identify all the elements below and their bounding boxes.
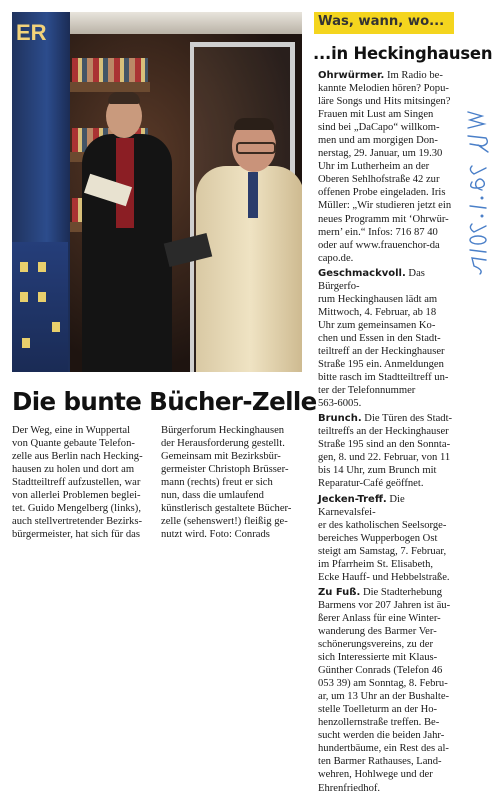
- text-line: Barmens vor 207 Jahren ist äu-: [318, 599, 451, 611]
- text-line: tet. Guido Mengelberg (links),: [12, 503, 141, 515]
- text-line: neues Programm mit ‘Ohrwür-: [318, 213, 449, 225]
- text-line: ten Barmer Rathauses, Land-: [318, 756, 442, 768]
- event-item: [318, 493, 458, 584]
- text-line: 563-6005.: [318, 398, 362, 410]
- text-line: schönerungsvereins, zu der: [318, 639, 434, 651]
- event-first-line: [318, 586, 458, 599]
- text-line: mann (rechts) freut er sich: [161, 477, 273, 489]
- text-line: ter der Telefonnummer: [318, 385, 416, 397]
- book-booth-photo: [12, 12, 302, 372]
- text-line: Der Weg, eine in Wuppertal: [12, 425, 131, 436]
- event-first-line: [318, 412, 458, 425]
- event-first-line: [318, 493, 458, 519]
- text-line: men und am morgigen Don-: [318, 135, 438, 147]
- text-line: 053 39) am Sonntag, 8. Febru-: [318, 678, 448, 690]
- text-line: Straße 195 sind an den Sonnta-: [318, 439, 451, 451]
- text-line: Reparatur-Café geöffnet.: [318, 478, 424, 490]
- text-line: bürgermeister, hat sich für das: [12, 529, 140, 541]
- text-line: sucht werden die beiden Jahr-: [318, 730, 445, 742]
- event-item: [318, 267, 458, 411]
- event-text: Die Stadterhebung: [360, 586, 443, 598]
- text-line: Gemeinsam mit Bezirksbür-: [161, 451, 281, 463]
- text-line: bitte rasch im Stadtteiltreff un-: [318, 372, 449, 384]
- text-line: Oberen Sehlhofstraße 42 zur: [318, 174, 440, 186]
- text-line: von Quante gebaute Telefon-: [12, 438, 135, 450]
- text-line: Müller: „Wir studieren jetzt ein: [318, 200, 452, 212]
- painted-booth-wall: [12, 12, 70, 372]
- text-line: auch stellvertretender Bezirks-: [12, 516, 143, 528]
- text-line: ar, um 13 Uhr an der Bushalte-: [318, 691, 450, 703]
- section-title: ...in Heckinghausen: [313, 44, 493, 63]
- article-column-1: [12, 424, 147, 541]
- text-line: zelle (sehenswert!) fleißig ge-: [161, 516, 288, 528]
- event-lead: Zu Fuß.: [318, 586, 361, 598]
- text-line: rum Heckinghausen lädt am: [318, 293, 438, 305]
- text-line: hundertbäume, ein Rest des al-: [318, 743, 449, 755]
- text-line: kannte Melodien hören? Popu-: [318, 83, 449, 95]
- article-column-2: [161, 424, 301, 541]
- books-row: [72, 58, 148, 82]
- text-line: bereiches Wupperbogen Ost: [318, 532, 438, 544]
- text-line: Frauen mit Lust am Singen: [318, 109, 434, 121]
- text-line: capo.de.: [318, 252, 354, 264]
- text-line: bis 14 Uhr, zum Brunch mit: [318, 465, 437, 477]
- event-lead: Ohrwürmer.: [318, 70, 385, 81]
- text-line: mern’ ein.“ Infos: 716 87 40: [318, 226, 438, 238]
- text-line: chen und Essen in den Stadt-: [318, 332, 441, 344]
- text-line: gen, 8. und 22. Februar, von 11: [318, 452, 451, 464]
- text-line: nutzt wird. Foto: Conrads: [161, 529, 270, 541]
- text-line: nun, dass die umlaufend: [161, 490, 264, 502]
- event-item: [318, 586, 458, 795]
- text-line: künstlerisch gestaltete Bücher-: [161, 503, 292, 515]
- shelf: [70, 82, 150, 92]
- text-line: teiltreffs an der Heckinghauser: [318, 426, 449, 438]
- text-line: der Herausforderung gestellt.: [161, 438, 285, 450]
- handwritten-date-note: [462, 108, 496, 278]
- man-left-guido-mengelberg: [82, 94, 180, 372]
- kicker-text: Was, wann, wo...: [318, 14, 445, 29]
- text-line: Ehrenfriedhof.: [318, 782, 381, 794]
- text-line: läre Songs und Hits mitsingen?: [318, 96, 451, 108]
- text-line: nerstag, 29. Januar, um 19.30: [318, 148, 443, 160]
- event-item: [318, 412, 458, 490]
- text-line: Straße 195 ein. Anmeldungen: [318, 359, 444, 371]
- event-text: Die Türen des Stadt-: [361, 413, 453, 425]
- text-line: wanderung des Barmer Ver-: [318, 625, 437, 637]
- text-line: germeister Christoph Brüsser-: [161, 464, 289, 476]
- event-lead: Jecken-Treff.: [318, 493, 387, 505]
- booth-roof: [70, 12, 302, 34]
- events-column: [318, 69, 458, 797]
- event-text: Im Radio be-: [384, 70, 443, 81]
- text-line: Stadtteiltreff aufzustellen, war: [12, 477, 141, 489]
- event-lead: Brunch.: [318, 413, 362, 425]
- text-line: von allerlei Problemen beglei-: [12, 490, 141, 502]
- text-line: er des katholischen Seelsorge-: [318, 519, 447, 531]
- event-first-line: [318, 267, 458, 293]
- glasses: [236, 142, 276, 154]
- article-headline: Die bunte Bücher-Zelle: [12, 387, 317, 416]
- text-line: sind bei „DaCapo“ willkom-: [318, 122, 440, 134]
- handwriting-image: [462, 108, 496, 278]
- event-item: [318, 69, 458, 265]
- text-line: sich Interessierte mit Klaus-: [318, 652, 438, 664]
- booth-sign: ER: [16, 20, 47, 45]
- text-line: ßerer Anlass für eine Winter-: [318, 612, 441, 624]
- text-line: Uhr zum gemeinsamen Ko-: [318, 319, 436, 331]
- painted-house: [12, 242, 68, 372]
- text-line: offenen Probe eingeladen. Iris: [318, 187, 446, 199]
- event-text: Das Bürgerfo-: [318, 267, 425, 292]
- text-line: henzollernstraße treffen. Be-: [318, 717, 440, 729]
- text-line: teiltreff an der Heckinghauser: [318, 345, 445, 357]
- text-line: steigt am Samstag, 7. Februar,: [318, 545, 447, 557]
- event-text: Die Karnevalsfei-: [318, 493, 405, 518]
- text-line: Mittwoch, 4. Februar, ab 18: [318, 306, 437, 318]
- text-line: Günther Conrads (Telefon 46: [318, 665, 443, 677]
- text-line: oder auf www.frauenchor-da: [318, 239, 440, 251]
- text-line: Ecke Hauff- und Hebbelstraße.: [318, 571, 450, 583]
- text-line: stelle Toelleturm an der Ho-: [318, 704, 438, 716]
- man-right-christoph-bruessermann: [186, 120, 302, 372]
- text-line: zelle aus Berlin nach Hecking-: [12, 451, 143, 463]
- event-first-line: [318, 69, 458, 82]
- text-line: wehren, Hohlwege und der: [318, 769, 433, 781]
- text-line: Uhr im Lutherheim an der: [318, 161, 430, 173]
- text-line: im Pfarrheim St. Elisabeth,: [318, 558, 434, 570]
- text-line: Bürgerforum Heckinghausen: [161, 425, 285, 436]
- text-line: hausen zu holen und dort am: [12, 464, 135, 476]
- event-lead: Geschmackvoll.: [318, 267, 406, 279]
